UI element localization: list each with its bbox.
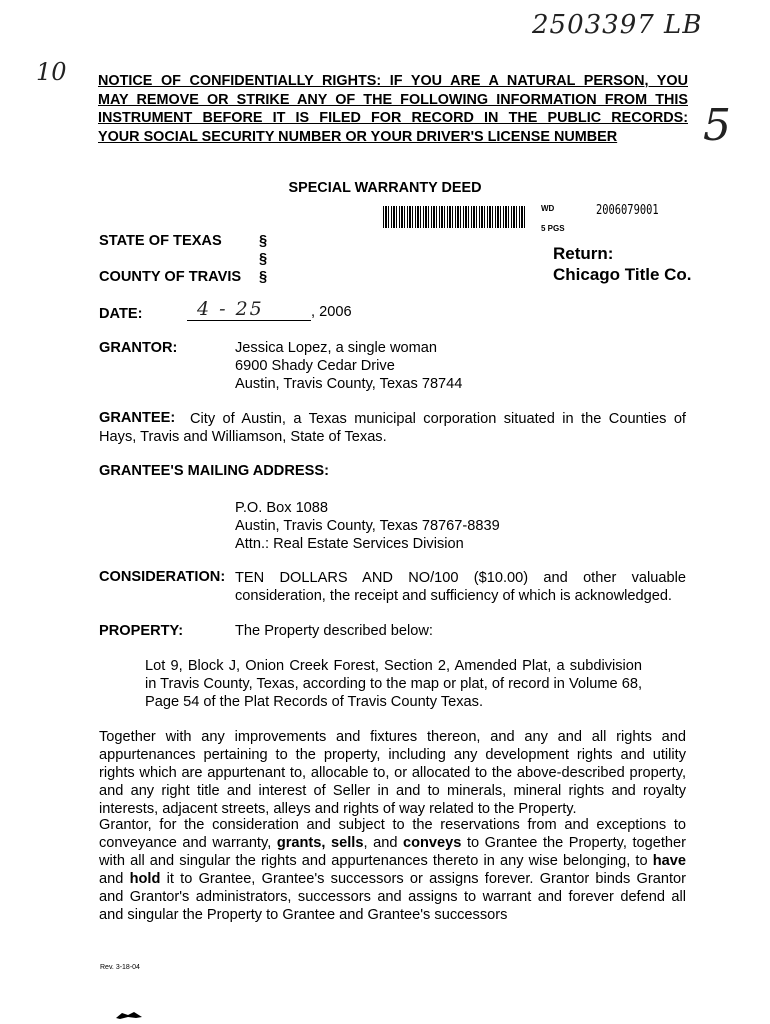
barcode [383, 206, 525, 228]
property-description: Lot 9, Block J, Onion Creek Forest, Section 2, Amended Plat, a subdivision in Travis County, Texas, according to the map or plat, of record in Volume 68, Page 54 of the Plat Records of Travis County Texas. [145, 658, 642, 710]
stamp-mark-icon [116, 1011, 142, 1019]
document-title: SPECIAL WARRANTY DEED [288, 180, 482, 196]
grantor-label: GRANTOR: [99, 340, 178, 356]
grantee-label: GRANTEE: [99, 410, 176, 426]
grantor-para-part-3: to Grantee the Property, together with all and singular the rights and appurtenances thereto in any wise belonging, to [99, 835, 687, 869]
date-year: , 2006 [311, 304, 352, 320]
handwritten-file-number: 2503397 LB [532, 10, 703, 40]
mailing-label: GRANTEE'S MAILING ADDRESS: [99, 463, 329, 479]
county-label: COUNTY OF TRAVIS [99, 269, 242, 285]
grantee-text: City of Austin, a Texas municipal corporation situated in the Counties of Hays, Travis and Williamson, State of Texas. [99, 411, 686, 445]
section-mark-1: § [259, 233, 268, 249]
handwritten-date: 4 - 25 [197, 298, 264, 320]
state-label: STATE OF TEXAS [99, 233, 222, 249]
property-label: PROPERTY: [99, 623, 184, 639]
section-mark-2: § [259, 251, 268, 267]
mailing-attn: Attn.: Real Estate Services Division [235, 536, 464, 552]
grantor-city: Austin, Travis County, Texas 78744 [235, 376, 463, 392]
consideration-text: TEN DOLLARS AND NO/100 ($10.00) and other valuable consideration, the receipt and sufficiency of which is acknowledged. [235, 570, 686, 604]
section-mark-3: § [259, 269, 268, 285]
mailing-city: Austin, Travis County, Texas 78767-8839 [235, 518, 500, 534]
date-blank [187, 298, 311, 321]
paragraph-together: Together with any improvements and fixtures thereon, and any and all rights and appurtenances pertaining to the property, including any development rights and utility rights which are appurtenant to, allocable to, or allocated to the above-described property, and any right title and interest of Seller in and to minerals, mineral rights and royalty interests, adjacent streets, alleys and rights of way related to the Property. [99, 729, 686, 817]
grantor-para-part-4: and [99, 871, 130, 887]
return-stamp-line-1: Return: [553, 244, 614, 263]
mailing-address [235, 499, 500, 553]
return-stamp-line-2: Chicago Title Co. [553, 265, 692, 284]
grantor-para-bold-hold: hold [129, 871, 161, 887]
paragraph-grantor [99, 816, 686, 924]
grantor-para-part-2: , and [363, 835, 403, 851]
recording-number: 2006079001 [596, 203, 659, 218]
grantor-para-bold-conveys: conveys [402, 835, 462, 851]
property-intro: The Property described below: [235, 623, 433, 639]
grantor-para-part-1: Grantor, for the consideration and subject to the reservations from and exceptions to conveyance and warranty, [99, 817, 686, 851]
grantor-para-bold-have: have [652, 853, 686, 869]
consideration-label: CONSIDERATION: [99, 569, 226, 585]
recording-code: WD [541, 204, 555, 213]
grantor-para-bold-grants: grants, sells [276, 835, 364, 851]
notice-line-4: YOUR SOCIAL SECURITY NUMBER OR YOUR DRIVER'S LICENSE NUMBER [98, 128, 618, 145]
grantor-info [235, 339, 462, 393]
confidentiality-notice [98, 72, 688, 146]
grantor-street: 6900 Shady Cedar Drive [235, 358, 395, 374]
handwritten-margin-number: 10 [36, 58, 67, 86]
notice-line-2: MAY REMOVE OR STRIKE ANY OF THE FOLLOWING INFORMATION FROM THIS [98, 91, 688, 108]
mailing-po-box: P.O. Box 1088 [235, 500, 329, 516]
grantor-para-part-5: it to Grantee, Grantee's successors or assigns forever. Grantor binds Grantor and Grantor's administrators, successors and assigns to warrant and forever defend all and singular the Property to Grantee and Grantee's successors [99, 871, 687, 923]
notice-line-3: INSTRUMENT BEFORE IT IS FILED FOR RECORD IN THE PUBLIC RECORDS: [98, 110, 688, 126]
handwritten-page-count: 5 [703, 100, 731, 151]
notice-line-1: NOTICE OF CONFIDENTIALLY RIGHTS: IF YOU ARE A NATURAL PERSON, YOU [98, 73, 688, 89]
recording-pages: 5 PGS [541, 224, 565, 233]
date-label: DATE: [99, 306, 143, 322]
grantor-name: Jessica Lopez, a single woman [235, 340, 437, 356]
revision-footer: Rev. 3-18-04 [100, 964, 140, 971]
